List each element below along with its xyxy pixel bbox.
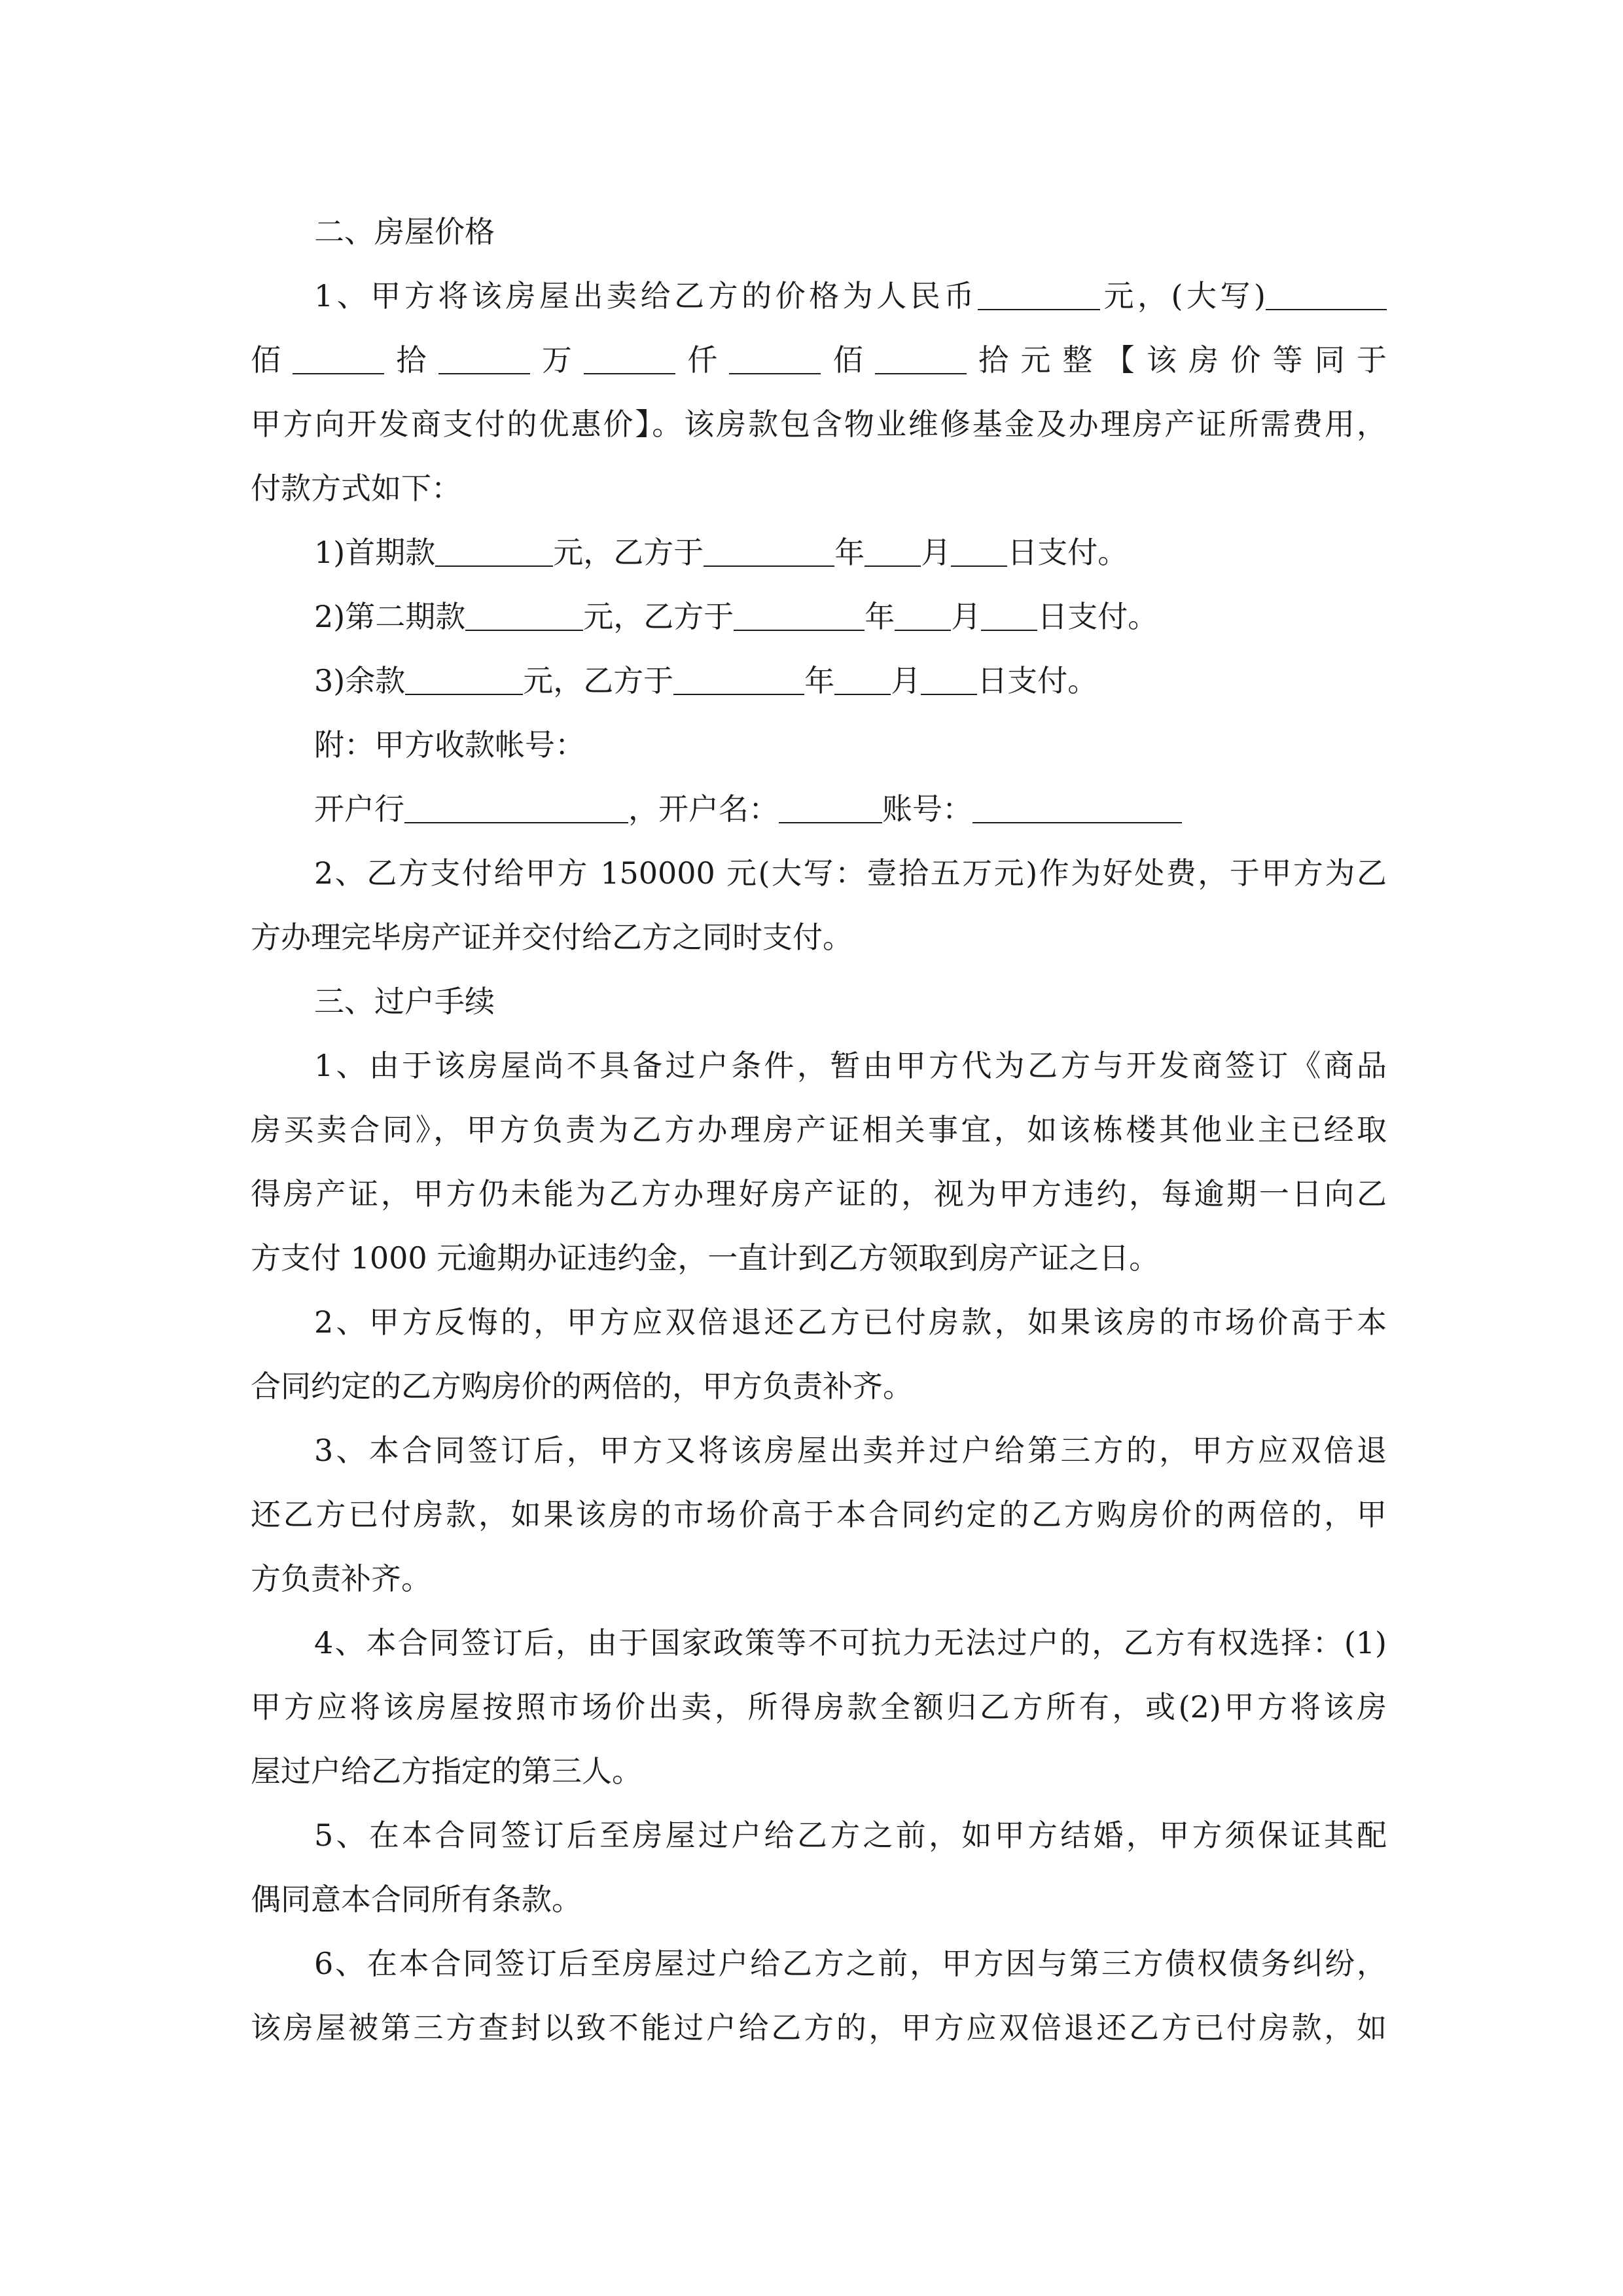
bank-blank [404,796,628,823]
unit-blank [729,347,821,374]
fee-clause-line [251,905,1387,969]
clause-text: 1、由于该房屋尚不具备过户条件，暂由甲方代为乙方与开发商签订《商品 [314,1048,1387,1083]
day-blank [981,603,1037,631]
clause-text: 该房屋被第三方查封以致不能过户给乙方的，甲方应双倍退还乙方已付房款，如 [251,2010,1387,2045]
price-text: 元，(大写) [1099,278,1266,314]
price-uppercase-blank [1266,283,1387,310]
bank-label: 开户行 [314,791,404,827]
clause-text: 还乙方已付房款，如果该房的市场价高于本合同约定的乙方购房价的两倍的，甲 [251,1497,1387,1532]
day-blank [921,668,977,695]
installment-text: 元，乙方于 [583,599,734,634]
day-label: 日支付。 [977,663,1098,698]
clause-text: 2、甲方反悔的，甲方应双倍退还乙方已付房款，如果该房的市场价高于本 [314,1304,1387,1340]
unit-label: 仟 [675,342,730,378]
fee-clause-line [251,841,1387,905]
transfer-clause-line [251,1226,1387,1290]
transfer-clause-line [251,1611,1387,1675]
installment-amount-blank [465,603,583,631]
installment-line [251,520,1387,584]
transfer-clause-line [251,1098,1387,1162]
clause-text: 方负责补齐。 [251,1561,431,1596]
month-blank [895,603,951,631]
clause-text: 得房产证，甲方仍未能为乙方办理好房产证的，视为甲方违约，每逾期一日向乙 [251,1176,1387,1211]
installment-amount-blank [405,668,523,695]
price-clause-line [251,264,1387,328]
installment-label: 1)首期款 [314,535,436,570]
transfer-clause-line [251,1547,1387,1611]
transfer-clause-line [251,1867,1387,1931]
unit-label: 拾 [384,342,438,378]
unit-blank [584,347,675,374]
installment-line [251,584,1387,649]
day-label: 日支付。 [1007,535,1128,570]
section-heading-line [251,200,1387,264]
transfer-clause-line [251,1418,1387,1482]
price-text: 甲方向开发商支付的优惠价】。该房款包含物业维修基金及办理房产证所需费用， [251,406,1387,442]
account-number-blank [972,796,1182,823]
year-blank [734,603,865,631]
transfer-clause-line [251,1482,1387,1547]
transfer-clause-line [251,1162,1387,1226]
price-text: 拾元整【该房价等同于 [966,342,1387,378]
installment-label: 2)第二期款 [314,599,466,634]
clause-text: 4、本合同签订后，由于国家政策等不可抗力无法过户的，乙方有权选择：(1) [314,1625,1387,1660]
price-amount-blank [978,283,1100,310]
year-label: 年 [865,599,895,634]
transfer-clause-line [251,1803,1387,1867]
holder-blank [779,796,882,823]
unit-label: 万 [529,342,584,378]
month-blank [834,668,891,695]
month-label: 月 [951,599,982,634]
account-title: 附：甲方收款帐号： [314,727,585,762]
transfer-clause-line [251,1739,1387,1803]
transfer-clause-line [251,1354,1387,1418]
section-heading-price: 二、房屋价格 [314,214,495,249]
clause-text: 房买卖合同》，甲方负责为乙方办理房产证相关事宜，如该栋楼其他业主已经取 [251,1112,1387,1147]
transfer-clause-line [251,1290,1387,1354]
unit-label: 佰 [821,342,875,378]
unit-label: 佰 [251,342,293,378]
clause-text: 屋过户给乙方指定的第三人。 [251,1753,642,1789]
account-details-line [251,777,1387,841]
installment-text: 元，乙方于 [523,663,674,698]
day-blank [951,539,1007,567]
price-clause-line [251,328,1387,392]
unit-blank [875,347,967,374]
account-number-label: 账号： [882,791,972,827]
clause-text: 合同约定的乙方购房价的两倍的，甲方负责补齐。 [251,1369,913,1404]
clause-text: 甲方应将该房屋按照市场价出卖，所得房款全额归乙方所有，或(2)甲方将该房 [251,1689,1387,1725]
price-clause-line [251,392,1387,456]
year-blank [704,539,834,567]
price-clause-line [251,456,1387,520]
document-page [251,200,1387,2060]
transfer-clause-line [251,1033,1387,1098]
clause-text: 方支付 1000 元逾期办证违约金，一直计到乙方领取到房产证之日。 [251,1240,1160,1276]
transfer-clause-line [251,1996,1387,2060]
transfer-clause-line [251,1931,1387,1996]
section-heading-transfer: 三、过户手续 [314,984,495,1019]
fee-text: 方办理完毕房产证并交付给乙方之同时支付。 [251,920,853,955]
year-blank [673,668,804,695]
transfer-clause-line [251,1675,1387,1739]
year-label: 年 [834,535,865,570]
unit-blank [438,347,530,374]
section-heading-line [251,969,1387,1033]
month-label: 月 [891,663,921,698]
installment-amount-blank [435,539,553,567]
unit-blank [293,347,384,374]
clause-text: 偶同意本合同所有条款。 [251,1882,582,1917]
clause-text: 3、本合同签订后，甲方又将该房屋出卖并过户给第三方的，甲方应双倍退 [314,1433,1387,1468]
day-label: 日支付。 [1037,599,1158,634]
clause-text: 5、在本合同签订后至房屋过户给乙方之前，如甲方结婚，甲方须保证其配 [314,1818,1387,1853]
month-label: 月 [921,535,952,570]
clause-text: 6、在本合同签订后至房屋过户给乙方之前，甲方因与第三方债权债务纠纷， [314,1946,1387,1981]
installment-line [251,649,1387,713]
holder-label: ，开户名： [628,791,779,827]
year-label: 年 [804,663,835,698]
price-text: 付款方式如下： [251,471,461,506]
installment-label: 3)余款 [314,663,406,698]
installment-text: 元，乙方于 [553,535,704,570]
fee-text: 2、乙方支付给甲方 150000 元(大写：壹拾五万元)作为好处费，于甲方为乙 [314,855,1387,891]
price-text: 1、甲方将该房屋出卖给乙方的价格为人民币 [314,278,978,314]
account-title-line [251,713,1387,777]
month-blank [865,539,921,567]
